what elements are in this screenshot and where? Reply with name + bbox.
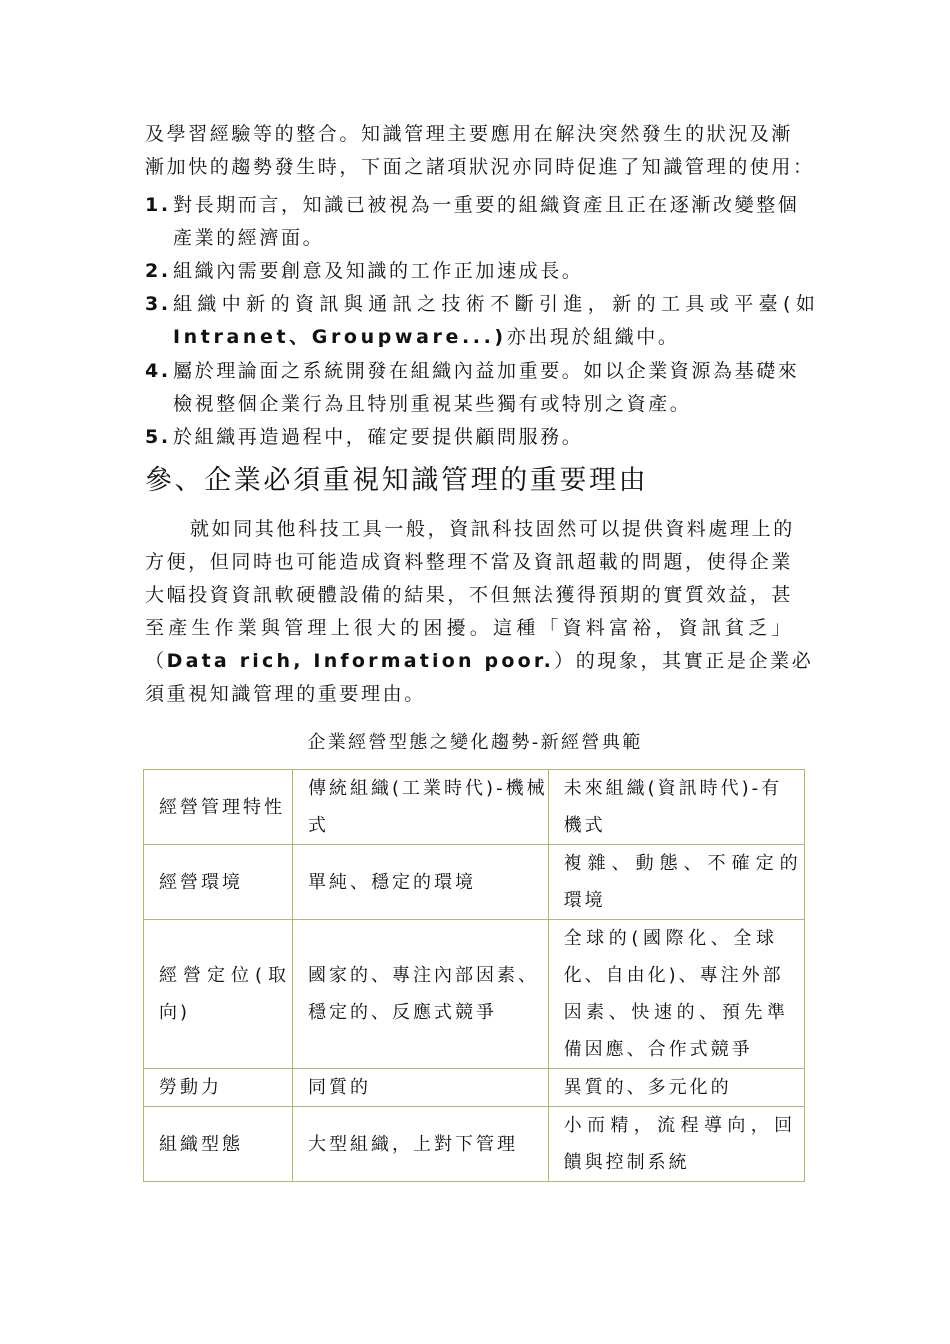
table-row: [144, 845, 805, 920]
list-text: 亦出現於組織中。: [506, 326, 680, 348]
list-text: 屬於理論面之系統開發在組織內益加重要。如以企業資源為基礎來: [173, 360, 800, 382]
intro-line: 漸加快的趨勢發生時，下面之諸項狀況亦同時促進了知識管理的使用：: [145, 156, 815, 178]
table-cell: 組織型態: [144, 1107, 293, 1182]
table-cell: 複雜、動態、不確定的 環境: [548, 845, 804, 920]
body-line: 方便，但同時也可能造成資料整理不當及資訊超載的問題，使得企業: [145, 551, 794, 573]
list-number: 2.: [145, 260, 171, 282]
table-cell: 經營定位(取 向): [144, 920, 293, 1069]
intro-line: 及學習經驗等的整合。知識管理主要應用在解決突然發生的狀況及漸: [145, 123, 794, 145]
table-cell: 經營管理特性: [144, 770, 293, 845]
list-item: [145, 355, 807, 421]
body-line: 大幅投資資訊軟硬體設備的結果，不但無法獲得預期的實質效益，甚: [145, 584, 794, 606]
body-paragraph: [145, 513, 814, 711]
body-line: 至產生作業與管理上很大的困擾。這種「資料富裕，資訊貧乏」: [145, 617, 795, 639]
table-cell: 單純、穩定的環境: [293, 845, 549, 920]
list-item: [145, 189, 807, 255]
list-number: 3.: [145, 293, 171, 315]
list-number: 5.: [145, 426, 171, 448]
list-number: 4.: [145, 360, 171, 382]
list-text: 組織中新的資訊與通訊之技術不斷引進，新的工具或平臺(如: [173, 293, 821, 315]
list-text-bold: Intranet、Groupware...): [173, 326, 507, 348]
table-cell: 未來組織(資訊時代)-有 機式: [548, 770, 804, 845]
table-row: [144, 770, 805, 845]
list-item: [145, 255, 807, 288]
table-cell: 勞動力: [144, 1069, 293, 1107]
table-cell: 全球的(國際化、全球 化、自由化)、專注外部 因素、快速的、預先準 備因應、合作式競爭: [548, 920, 804, 1069]
body-text: ）的現象，其實正是企業必: [554, 650, 814, 672]
table-cell: 同質的: [293, 1069, 549, 1107]
list-item: [145, 421, 807, 454]
table-cell: 傳統組織(工業時代)-機械 式: [293, 770, 549, 845]
table-cell: 小而精，流程導向，回 饋與控制系統: [548, 1107, 804, 1182]
list-text: 對長期而言，知識已被視為一重要的組織資產且正在逐漸改變整個: [173, 194, 800, 216]
table-cell: 經營環境: [144, 845, 293, 920]
paradigm-table: [143, 769, 805, 1182]
table-row: [144, 920, 805, 1069]
body-line: 就如同其他科技工具一般，資訊科技固然可以提供資料處理上的: [190, 518, 795, 540]
table-cell: 大型組織，上對下管理: [293, 1107, 549, 1182]
body-text-bold: Data rich, Information poor.: [166, 650, 555, 672]
body-line: 須重視知識管理的重要理由。: [145, 683, 426, 705]
table-caption: 企業經營型態之變化趨勢-新經營典範: [307, 732, 643, 753]
body-text: （: [145, 650, 167, 672]
table-cell: 異質的、多元化的: [548, 1069, 804, 1107]
section-heading: 參、企業必須重視知識管理的重要理由: [145, 465, 649, 496]
table-row: [144, 1069, 805, 1107]
list-text: 產業的經濟面。: [173, 227, 325, 249]
list-text: 檢視整個企業行為且特別重視某些獨有或特別之資產。: [173, 393, 692, 415]
list-text: 組織內需要創意及知識的工作正加速成長。: [173, 260, 584, 282]
list-item: [145, 288, 821, 354]
table-cell: 國家的、專注內部因素、 穩定的、反應式競爭: [293, 920, 549, 1069]
list-number: 1.: [145, 194, 171, 216]
intro-paragraph: [145, 118, 815, 184]
list-text: 於組織再造過程中，確定要提供顧問服務。: [173, 426, 584, 448]
table-row: [144, 1107, 805, 1182]
